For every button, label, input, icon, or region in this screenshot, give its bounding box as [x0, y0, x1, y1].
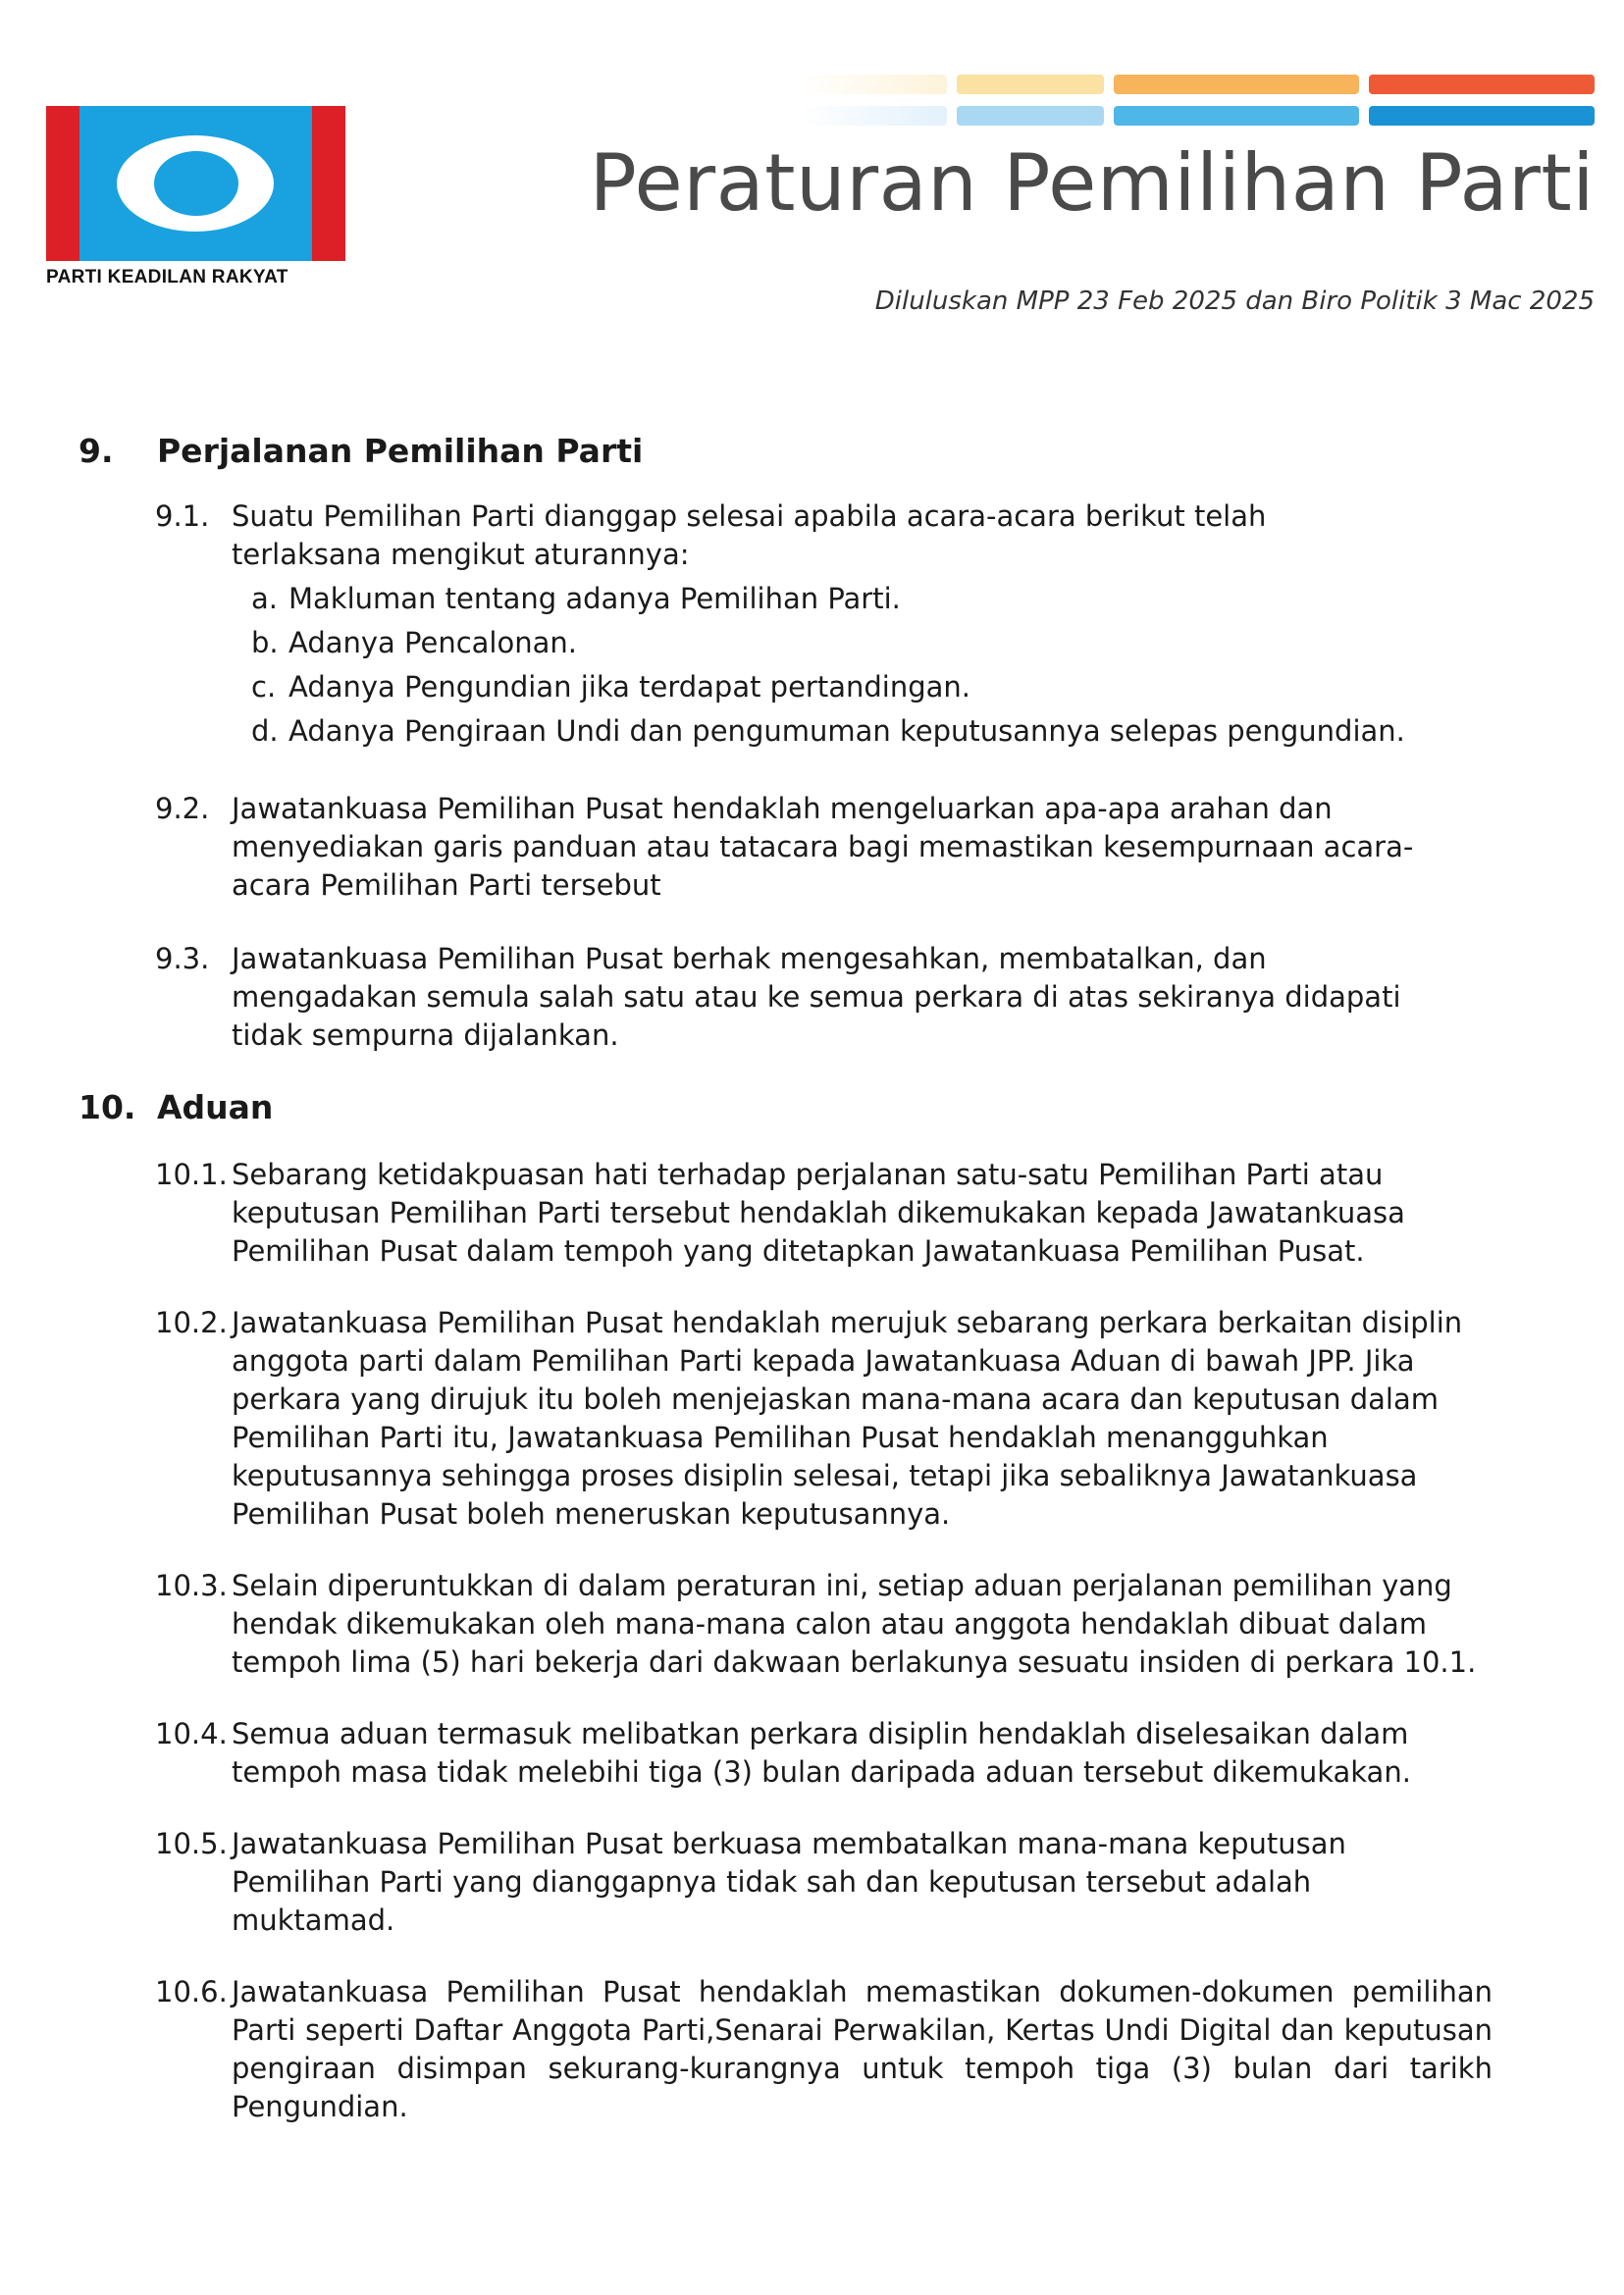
- clause: [79, 1973, 1521, 2126]
- clause-text: Jawatankuasa Pemilihan Pusat hendaklah merujuk sebarang perkara berkaitan disiplin anggota parti dalam Pemilihan Parti kepada Jawatankuasa Aduan di bawah JPP. Jika perkara yang dirujuk itu boleh menjejaskan mana-mana acara dan keputusan dalam Pemilihan Parti itu, Jawatankuasa Pemilihan Pusat hendaklah menangguhkan keputusannya sehingga proses disiplin selesai, tetapi jika sebaliknya Jawatankuasa Pemilihan Pusat boleh meneruskan keputusannya.: [232, 1306, 1463, 1531]
- list-item-text: Makluman tentang adanya Pemilihan Parti.: [288, 582, 901, 615]
- clause-list: [232, 580, 1468, 751]
- logo-ring-inner: [154, 151, 238, 216]
- clause: [79, 940, 1521, 1055]
- clause-number: 9.3.: [155, 942, 210, 975]
- logo-text: PARTI KEADILAN RAKYAT: [46, 267, 288, 287]
- clause-body: [232, 497, 1468, 751]
- clause-number: 10.6.: [155, 1975, 228, 2008]
- clause-text: Jawatankuasa Pemilihan Pusat hendaklah mengeluarkan apa-apa arahan dan menyediakan garis panduan atau tatacara bagi memastikan kesempurnaan acara-acara Pemilihan Parti tersebut: [232, 792, 1414, 902]
- clause-number: 10.1.: [155, 1158, 228, 1191]
- section-heading: [79, 432, 1521, 470]
- list-item-text: Adanya Pengiraan Undi dan pengumuman keputusannya selepas pengundian.: [288, 714, 1405, 748]
- clause-number: 9.1.: [155, 499, 210, 533]
- section-heading: [79, 1088, 1521, 1126]
- clause: [79, 1156, 1521, 1271]
- party-logo: [46, 106, 345, 288]
- list-item-label: a.: [251, 582, 278, 615]
- clause: [79, 497, 1521, 751]
- clause: [79, 1825, 1521, 1940]
- section-number: 10.: [79, 1088, 136, 1126]
- clause-text: Jawatankuasa Pemilihan Pusat berkuasa membatalkan mana-mana keputusan Pemilihan Parti yang dianggapnya tidak sah dan keputusan tersebut adalah muktamad.: [232, 1827, 1346, 1937]
- clause-text: Jawatankuasa Pemilihan Pusat berhak mengesahkan, membatalkan, dan mengadakan semula salah satu atau ke semua perkara di atas sekiranya didapati tidak sempurna dijalankan.: [232, 942, 1401, 1052]
- bar-top-4: [1369, 75, 1595, 94]
- bar-bottom-1: [800, 106, 947, 126]
- clause-text: Suatu Pemilihan Parti dianggap selesai apabila acara-acara berikut telah terlaksana mengikut aturannya:: [232, 499, 1267, 571]
- bar-top-1: [800, 75, 947, 94]
- clause-number: 10.5.: [155, 1827, 228, 1860]
- clause: [79, 790, 1521, 905]
- clause-number: 10.4.: [155, 1717, 228, 1750]
- clause-number: 10.2.: [155, 1306, 228, 1339]
- document-title: Peraturan Pemilihan Parti: [589, 137, 1595, 229]
- list-item: [232, 624, 1468, 662]
- document-body: [79, 432, 1521, 2126]
- clause-text: Selain diperuntukkan di dalam peraturan ini, setiap aduan perjalanan pemilihan yang hendak dikemukakan oleh mana-mana calon atau anggota hendaklah dibuat dalam tempoh lima (5) hari bekerja dari dakwaan berlakunya sesuatu insiden di perkara 10.1.: [232, 1569, 1477, 1679]
- list-item: [232, 712, 1468, 751]
- section-number: 9.: [79, 432, 114, 470]
- clause-number: 9.2.: [155, 792, 210, 825]
- list-item-text: Adanya Pengundian jika terdapat pertandingan.: [288, 670, 970, 704]
- header-color-bars: [800, 75, 1595, 131]
- bar-top-2: [957, 75, 1104, 94]
- list-item-label: d.: [251, 714, 279, 748]
- section-title: Perjalanan Pemilihan Parti: [157, 432, 644, 470]
- bar-bottom-3: [1114, 106, 1359, 126]
- clause: [79, 1715, 1521, 1792]
- bar-top-3: [1114, 75, 1359, 94]
- list-item: [232, 580, 1468, 618]
- clause: [79, 1304, 1521, 1534]
- list-item-label: c.: [251, 670, 277, 704]
- clause-text: Sebarang ketidakpuasan hati terhadap perjalanan satu-satu Pemilihan Parti atau keputusan Pemilihan Parti tersebut hendaklah dikemukakan kepada Jawatankuasa Pemilihan Pusat dalam tempoh yang ditetapkan Jawatankuasa Pemilihan Pusat.: [232, 1158, 1405, 1268]
- clause: [79, 1567, 1521, 1682]
- clause-text: Semua aduan termasuk melibatkan perkara disiplin hendaklah diselesaikan dalam tempoh masa tidak melebihi tiga (3) bulan daripada aduan tersebut dikemukakan.: [232, 1717, 1411, 1789]
- section-title: Aduan: [157, 1088, 274, 1126]
- clause-number: 10.3.: [155, 1569, 228, 1602]
- logo-emblem: [46, 106, 345, 261]
- list-item: [232, 668, 1468, 706]
- bar-bottom-2: [957, 106, 1104, 126]
- bar-bottom-4: [1369, 106, 1595, 126]
- list-item-text: Adanya Pencalonan.: [288, 626, 577, 659]
- document-subtitle: Diluluskan MPP 23 Feb 2025 dan Biro Politik 3 Mac 2025: [874, 287, 1595, 316]
- clause-text: Jawatankuasa Pemilihan Pusat hendaklah memastikan dokumen-dokumen pemilihan Parti seperti Daftar Anggota Parti,Senarai Perwakilan, Kertas Undi Digital dan keputusan pengiraan disimpan sekurang-kurangnya untuk tempoh tiga (3) bulan dari tarikh Pengundian.: [232, 1975, 1493, 2123]
- list-item-label: b.: [251, 626, 279, 659]
